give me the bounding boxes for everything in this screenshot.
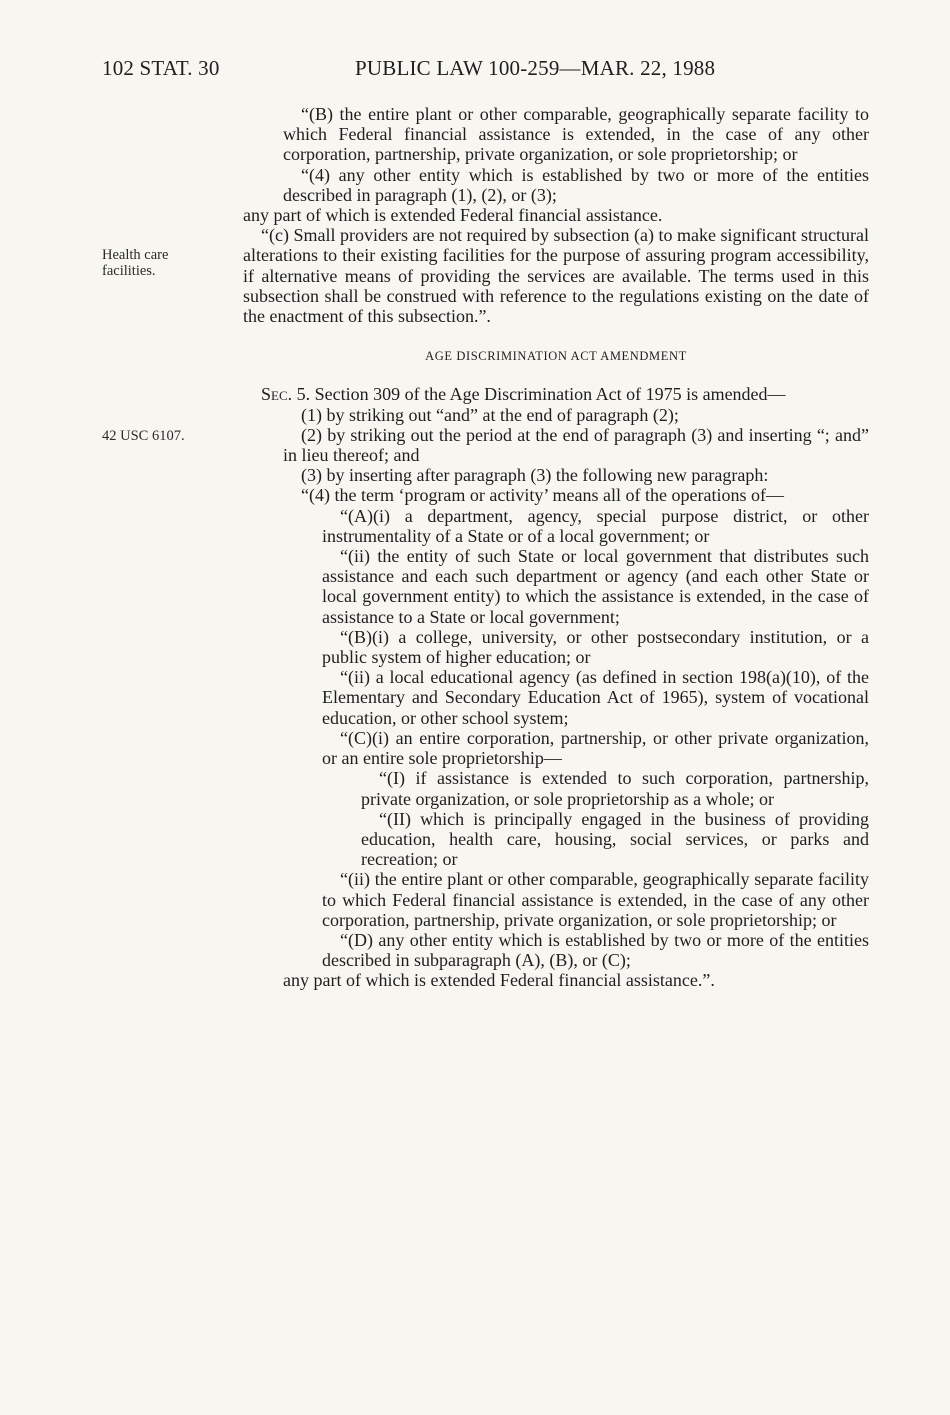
clause-d: “(D) any other entity which is established by two or more of the entities described in subparagraph (A), (B), or (C);: [322, 929, 869, 971]
clause-a-ii: “(ii) the entity of such State or local government that distributes such assistance and each such department or agency (and each other State or local government entity) to which the assistance is extended, in the case of assistance to a State or local government;: [322, 546, 869, 627]
paragraph-4-other-entity: “(4) any other entity which is established by two or more of the entities described in paragraph (1), (2), or (3);: [283, 164, 869, 205]
paragraph-b-entire-plant: “(B) the entire plant or other comparable, geographically separate facility to which Federal financial assistance is extended, in the case of any other corporation, partnership, private organization, or sole proprietorship; or: [283, 104, 869, 165]
statute-page-number: 102 STAT. 30: [102, 56, 220, 80]
closing-line: any part of which is extended Federal financial assistance.”.: [283, 970, 715, 991]
clause-c-ii: “(ii) the entire plant or other comparable, geographically separate facility to which Federal financial assistance is extended, in the case of any other corporation, partnership, private organization, or sole proprietorship; or: [322, 869, 869, 930]
subclause-c-i-II: “(II) which is principally engaged in the business of providing education, health care, housing, social services, or parks and recreation; or: [361, 808, 869, 870]
section-heading: AGE DISCRIMINATION ACT AMENDMENT: [425, 349, 687, 364]
clause-b-i: “(B)(i) a college, university, or other postsecondary institution, or a public system of higher education; or: [322, 626, 869, 668]
clause-b-ii: “(ii) a local educational agency (as defined in section 198(a)(10), of the Elementary and Secondary Education Act of 1965), system of vocational education, or other school system;: [322, 667, 869, 728]
paragraph-any-part: any part of which is extended Federal financial assistance.: [243, 205, 663, 226]
running-header-title: PUBLIC LAW 100-259—MAR. 22, 1988: [355, 56, 716, 80]
section-label: Sec. 5.: [261, 384, 311, 405]
section-5-intro: [243, 384, 869, 404]
amendment-item-3: (3) by inserting after paragraph (3) the following new paragraph:: [301, 465, 769, 486]
amendment-item-1: (1) by striking out “and” at the end of paragraph (2);: [301, 404, 679, 425]
margin-note-health-care: Health care facilities.: [102, 247, 169, 279]
subclause-c-i-I: “(I) if assistance is extended to such corporation, partnership, private organization, or sole proprietorship as a whole; or: [361, 768, 869, 809]
clause-a-i: “(A)(i) a department, agency, special purpose district, or other instrumentality of a State or of a local government; or: [322, 505, 869, 546]
clause-c-i: “(C)(i) an entire corporation, partnership, or other private organization, or an entire sole proprietorship—: [322, 727, 869, 769]
section-intro-text: Section 309 of the Age Discrimination Act of 1975 is amended—: [310, 384, 786, 405]
new-paragraph-4: “(4) the term ‘program or activity’ means all of the operations of—: [301, 485, 784, 506]
amendment-item-2: (2) by striking out the period at the end of paragraph (3) and inserting “; and” in lieu thereof; and: [283, 424, 869, 466]
document-body: [243, 104, 869, 991]
margin-note-usc-citation: 42 USC 6107.: [102, 428, 185, 444]
paragraph-c-small-providers: “(c) Small providers are not required by subsection (a) to make significant structural alterations to their existing facilities for the purpose of assuring program accessibility, if alternative means of providing the services are available. The terms used in this subsection shall be construed with reference to the regulations existing on the date of the enactment of this subsection.”.: [243, 225, 869, 327]
